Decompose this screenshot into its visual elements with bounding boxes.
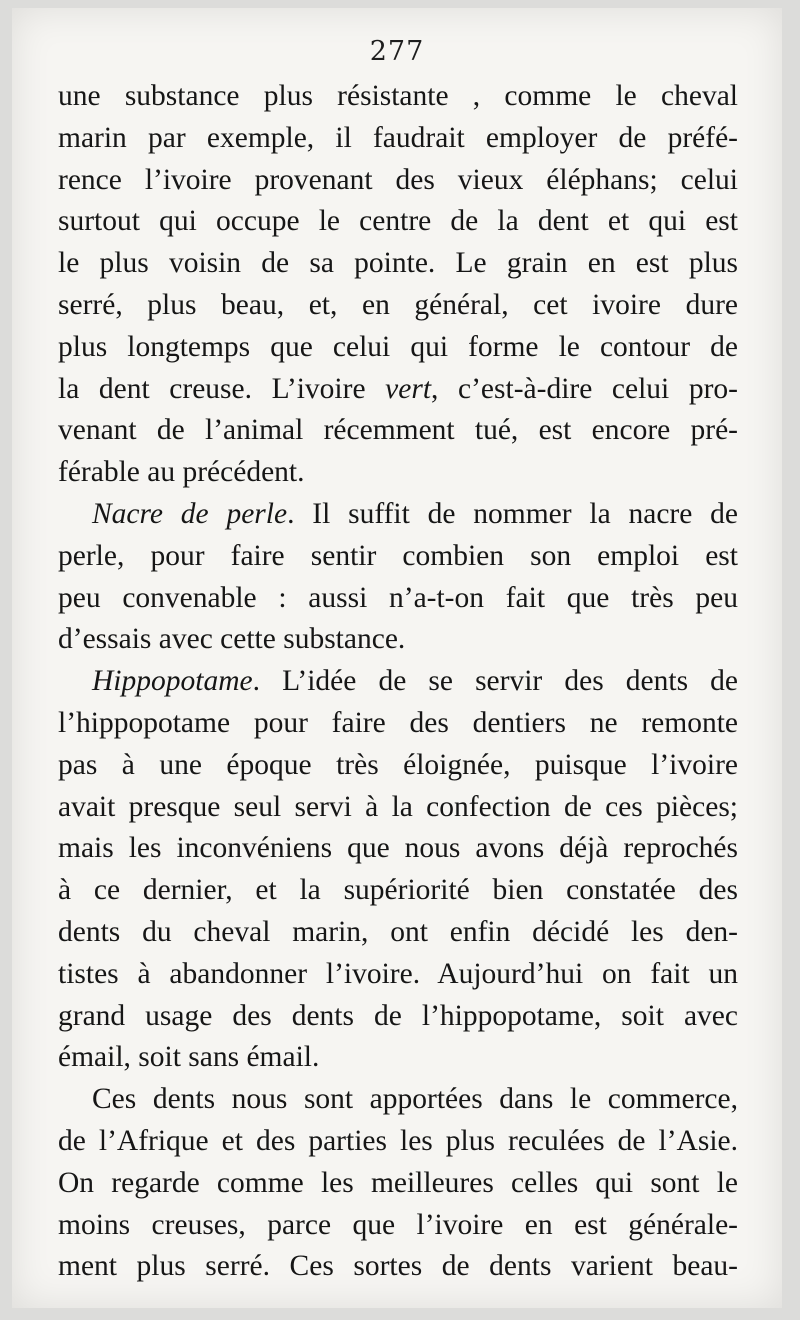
text-line (58, 996, 738, 1038)
italic-term: Hippopotame (92, 665, 253, 698)
text-run: tistes à abandonner l’ivoire. Aujourd’hui on fait un (58, 957, 738, 990)
text-run: avait presque seul servi à la confection de ces pièces; (58, 790, 738, 823)
text-line (58, 369, 738, 411)
text-run: de l’Afrique et des parties les plus reculées de l’Asie. (58, 1124, 738, 1157)
text-run: pas à une époque très éloignée, puisque l’ivoire (58, 748, 738, 781)
text-line (58, 745, 738, 787)
text-line (58, 118, 738, 160)
text-run: d’essais avec cette substance. (58, 623, 406, 656)
text-line (58, 1246, 738, 1288)
text-line (58, 954, 738, 996)
text-run: plus longtemps que celui qui forme le contour de (58, 330, 738, 363)
text-line (58, 160, 738, 202)
text-line (58, 285, 738, 327)
page-number: 277 (369, 36, 425, 67)
text-line (58, 452, 738, 494)
text-run: à ce dernier, et la supériorité bien constatée des (58, 874, 738, 907)
text-line (58, 703, 738, 745)
text-run: peu convenable : aussi n’a-t-on fait que très peu (58, 581, 738, 614)
text-run: . L’idée de se servir des dents de (252, 665, 738, 698)
italic-term: vert (385, 372, 432, 405)
text-line (58, 327, 738, 369)
text-run: moins creuses, parce que l’ivoire en est générale- (58, 1208, 738, 1241)
text-line (58, 76, 738, 118)
text-run: , c’est-à-dire celui pro- (431, 372, 738, 405)
text-run: émail, soit sans émail. (58, 1041, 320, 1074)
text-line (58, 578, 738, 620)
text-line (58, 243, 738, 285)
text-run: marin par exemple, il faudrait employer de préfé- (58, 121, 738, 154)
text-run: grand usage des dents de l’hippopotame, soit avec (58, 999, 738, 1032)
text-run: dents du cheval marin, ont enfin décidé les den- (58, 915, 738, 948)
body-text (58, 76, 738, 1288)
text-run: surtout qui occupe le centre de la dent et qui est (58, 205, 738, 238)
text-line (58, 410, 738, 452)
text-run: une substance plus résistante , comme le cheval (58, 80, 738, 112)
text-run: rence l’ivoire provenant des vieux éléphans; celui (58, 163, 738, 196)
text-run: Ces dents nous sont apportées dans le commerce, (92, 1083, 738, 1116)
text-line (58, 1205, 738, 1247)
text-run: mais les inconvéniens que nous avons déjà reprochés (58, 832, 738, 865)
text-line (58, 828, 738, 870)
text-line (58, 912, 738, 954)
text-line (58, 870, 738, 912)
text-run: . Il suffit de nommer la nacre de (287, 497, 738, 530)
text-line (58, 1037, 738, 1079)
text-run: serré, plus beau, et, en général, cet ivoire dure (58, 288, 738, 321)
text-run: ment plus serré. Ces sortes de dents varient beau- (58, 1250, 738, 1283)
text-line (58, 661, 738, 703)
text-run: l’hippopotame pour faire des dentiers ne remonte (58, 706, 738, 739)
text-line (58, 1121, 738, 1163)
text-line (58, 201, 738, 243)
text-run: perle, pour faire sentir combien son emploi est (58, 539, 738, 572)
text-line (58, 787, 738, 829)
text-line (58, 494, 738, 536)
text-run: venant de l’animal récemment tué, est encore pré- (58, 414, 738, 447)
text-run: On regarde comme les meilleures celles qui sont le (58, 1166, 738, 1199)
book-page (12, 8, 782, 1308)
text-line (58, 619, 738, 661)
italic-term: Nacre de perle (92, 497, 288, 530)
text-run: férable au précédent. (58, 456, 305, 489)
text-run: la dent creuse. L’ivoire (58, 372, 386, 405)
text-line (58, 1079, 738, 1121)
text-line (58, 536, 738, 578)
text-run: le plus voisin de sa pointe. Le grain en est plus (58, 247, 738, 280)
text-line (58, 1163, 738, 1205)
